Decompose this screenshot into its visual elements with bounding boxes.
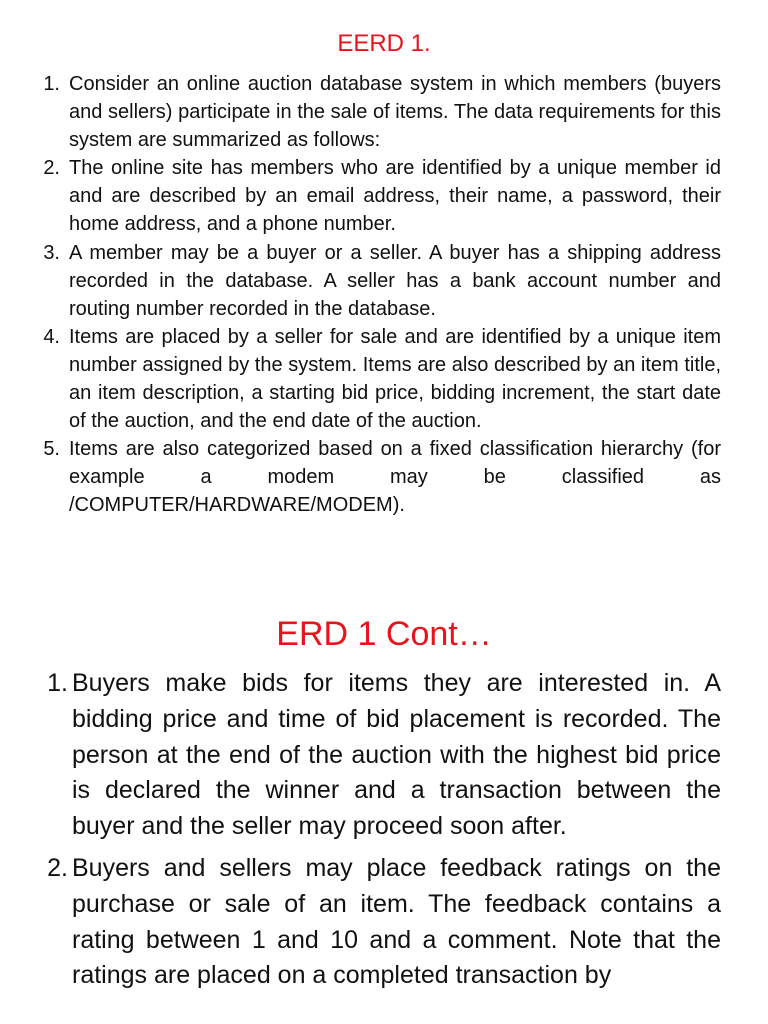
item-text: Consider an online auction database system in which members (buyers and sellers) participate in the sale of items. The data requirements for this system are summarized as follows: bbox=[69, 73, 721, 152]
item-number: 1. bbox=[47, 669, 68, 697]
item-text: Buyers and sellers may place feedback ratings on the purchase or sale of an item. The feedback contains a rating between 1 and 10 and a comment. Note that the ratings are placed on a completed transaction by bbox=[72, 853, 721, 990]
slide-title: ERD 1 Cont… bbox=[276, 615, 492, 653]
item-number: 3. bbox=[43, 241, 60, 264]
item-number: 4. bbox=[43, 325, 60, 348]
item-number: 2. bbox=[43, 157, 60, 180]
list-item bbox=[44, 851, 721, 994]
list-item bbox=[36, 323, 721, 435]
item-text: A member may be a buyer or a seller. A buyer has a shipping address recorded in the database. A seller has a bank account number and routing number recorded in the database. bbox=[69, 241, 721, 320]
slide-erd-1-cont bbox=[0, 560, 768, 1024]
item-text: Items are also categorized based on a fixed classification hierarchy (for example a modem may be classified as /COMPUTER/HARDWARE/MODEM). bbox=[69, 438, 721, 517]
list-item bbox=[44, 666, 721, 845]
item-number: 5. bbox=[43, 438, 60, 461]
requirements-list bbox=[44, 666, 721, 994]
item-number: 1. bbox=[43, 73, 60, 95]
list-item bbox=[36, 239, 721, 323]
list-item bbox=[36, 154, 721, 238]
item-text: Buyers make bids for items they are interested in. A bidding price and time of bid placement is recorded. The person at the end of the auction with the highest bid price is declared the winner and a transaction between the buyer and the seller may proceed soon after. bbox=[72, 669, 721, 841]
requirements-list bbox=[36, 70, 721, 520]
item-text: Items are placed by a seller for sale and are identified by a unique item number assigned by the system. Items are also described by an item title, an item description, a starting bid price, bidding increment, the start date of the auction, and the end date of the auction. bbox=[69, 325, 721, 433]
item-number: 2. bbox=[47, 853, 68, 882]
list-item bbox=[36, 70, 721, 154]
item-text: The online site has members who are identified by a unique member id and are described by an email address, their name, a password, their home address, and a phone number. bbox=[69, 157, 721, 236]
list-item bbox=[36, 435, 721, 519]
slide-title: EERD 1. bbox=[337, 30, 431, 57]
